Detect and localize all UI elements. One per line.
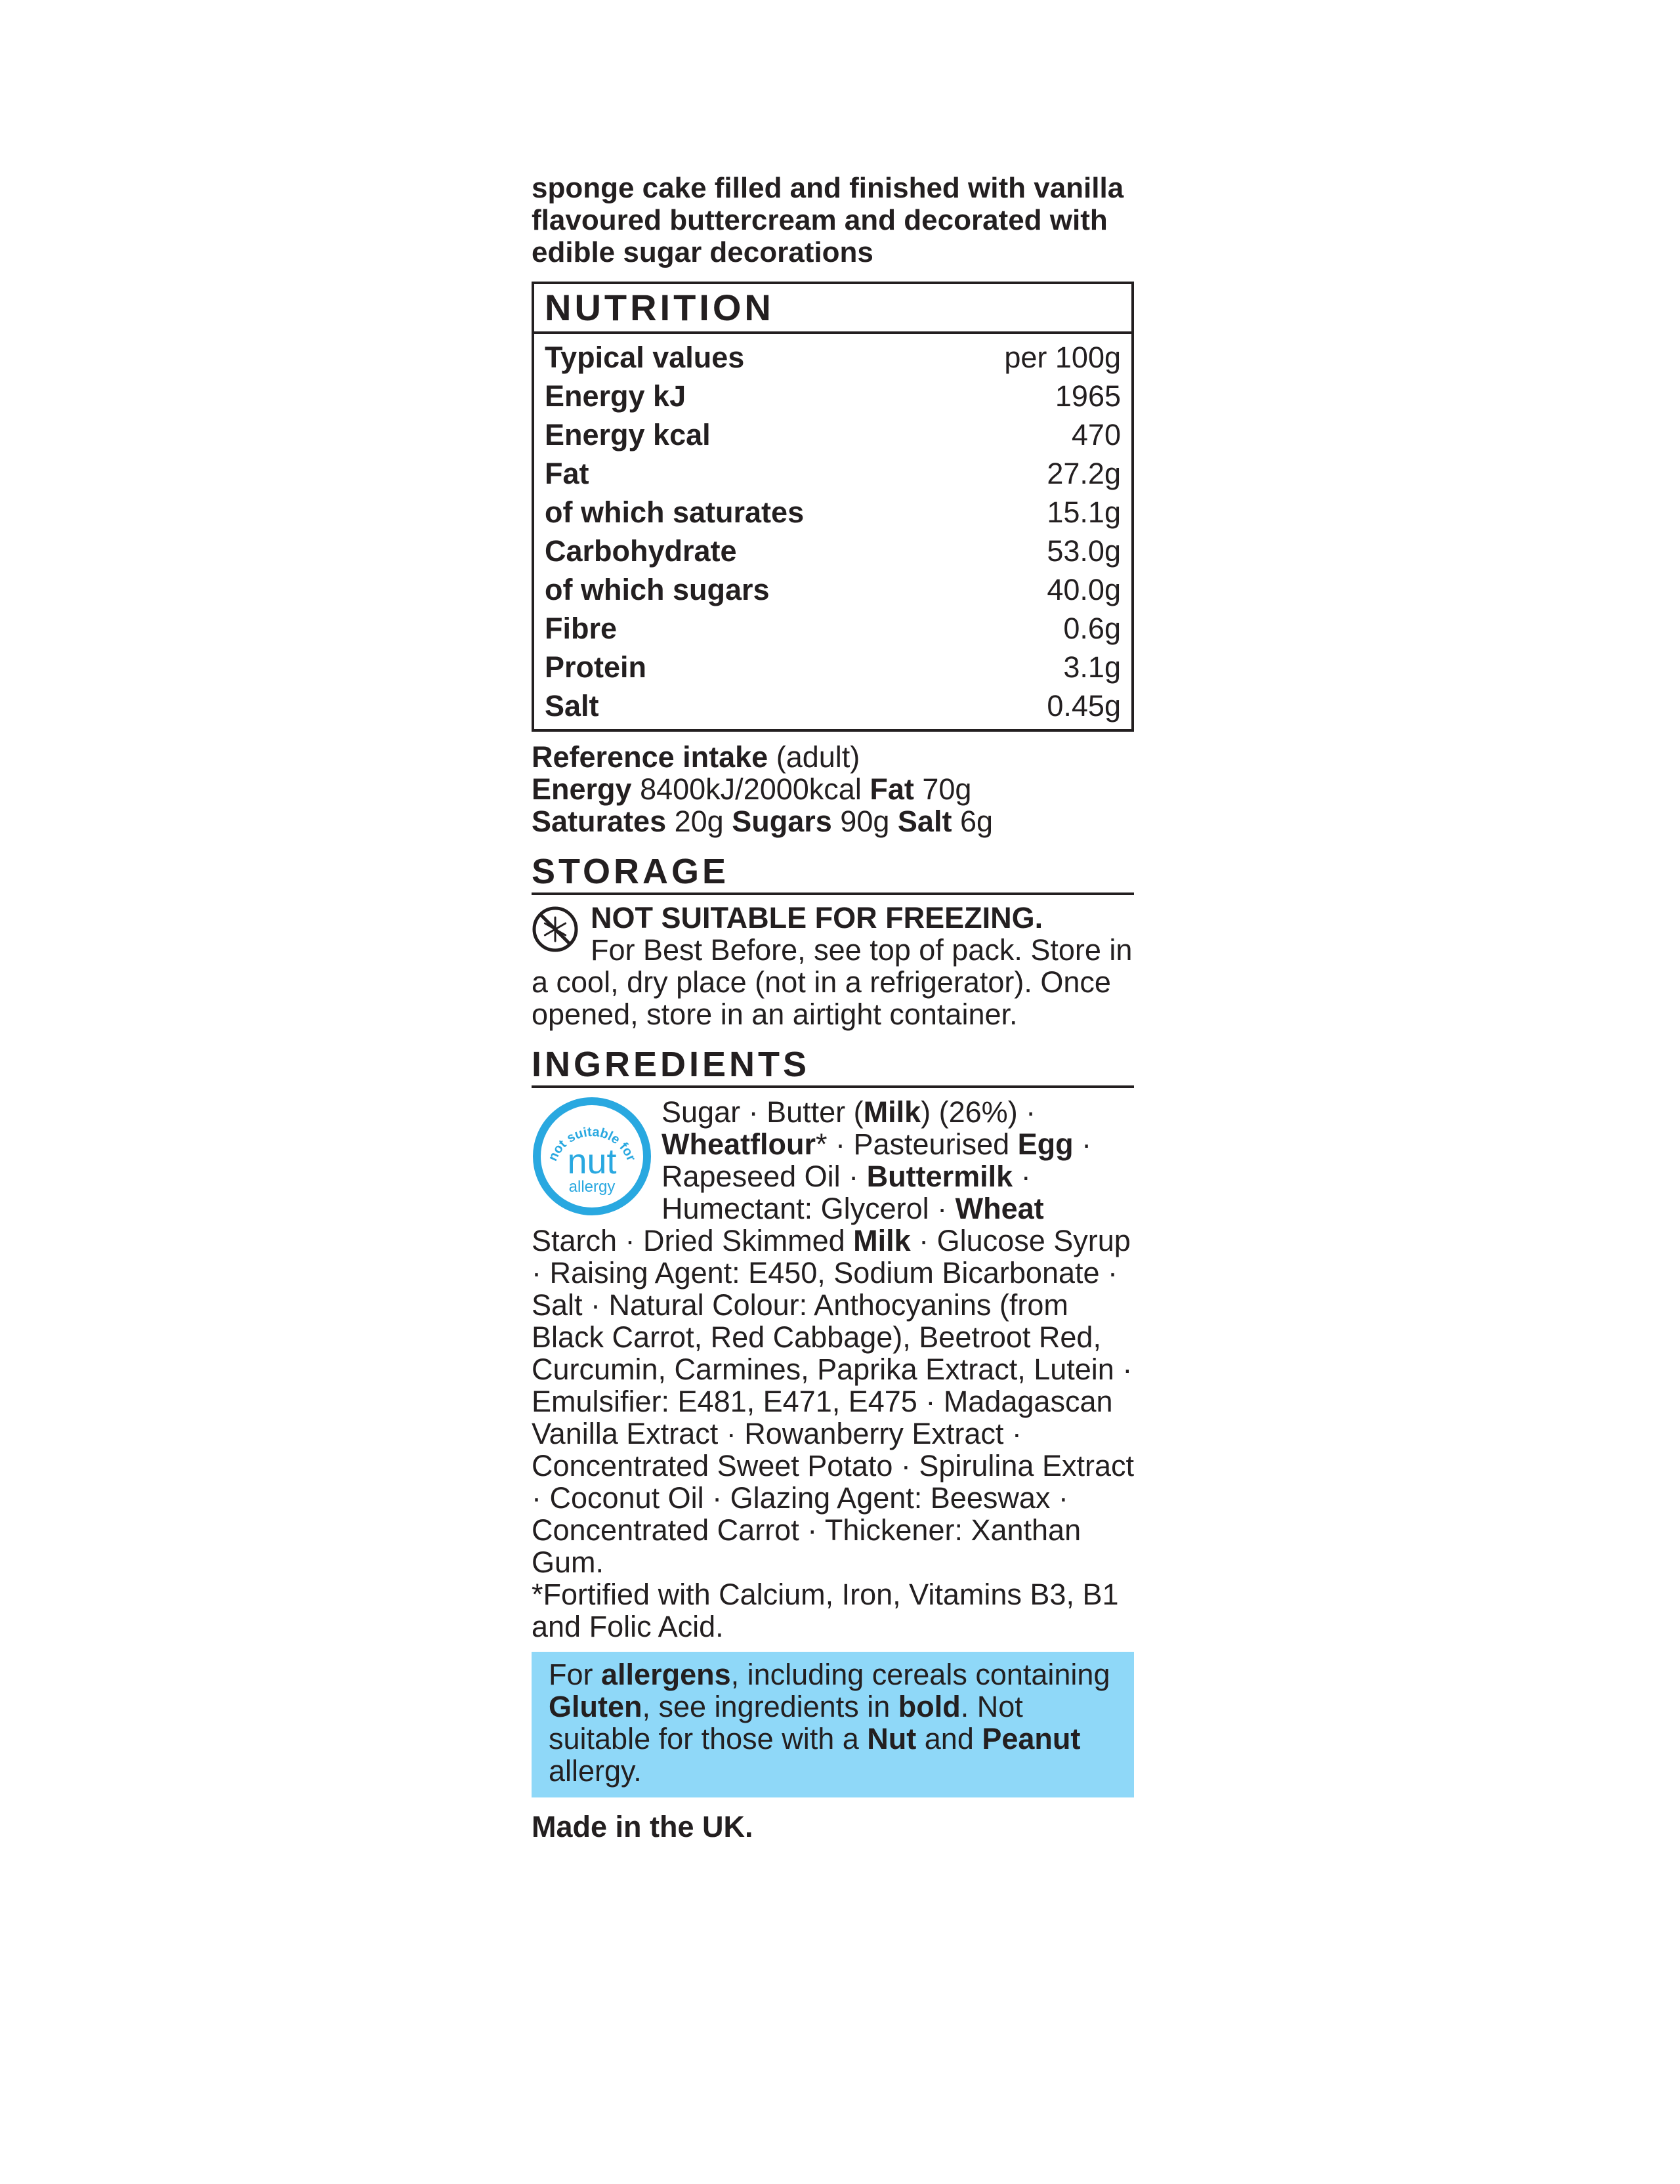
ref-fat-value: 70g: [922, 772, 972, 806]
ingredients-footnote: *Fortified with Calcium, Iron, Vitamins B3, B1 and Folic Acid.: [532, 1578, 1119, 1643]
nutrition-row: [545, 686, 1121, 725]
nutrition-row: [545, 454, 1121, 493]
storage-text: For Best Before, see top of pack. Store in a cool, dry place (not in a refrigerator). Once opened, store in an airtight container.: [532, 933, 1133, 1031]
nutrition-label: Protein: [545, 650, 647, 684]
nutrition-table: [532, 282, 1134, 732]
allergen-text: allergy.: [549, 1754, 642, 1788]
badge-top-text: not suitable for: [545, 1124, 639, 1164]
nutrition-value: 0.45g: [1047, 689, 1121, 723]
allergen-text: , including cereals containing: [730, 1658, 1110, 1691]
reference-qualifier: (adult): [776, 740, 860, 774]
nutrition-value: 40.0g: [1047, 573, 1121, 606]
nutrition-label: Fat: [545, 457, 589, 490]
reference-title: Reference intake: [532, 740, 768, 774]
nutrition-label: Energy kcal: [545, 418, 711, 452]
ref-saturates-value: 20g: [674, 805, 724, 838]
nutrition-value: 53.0g: [1047, 534, 1121, 568]
nutrition-rows: [534, 334, 1131, 729]
nutrition-value: 15.1g: [1047, 495, 1121, 529]
nutrition-value: 3.1g: [1063, 650, 1121, 684]
allergen-text: , see ingredients in: [642, 1690, 898, 1723]
allergen-emphasis: allergens: [601, 1658, 731, 1691]
badge-main-text: nut: [567, 1142, 617, 1181]
allergen-ingredient: Wheat: [955, 1192, 1044, 1225]
product-label: [532, 172, 1134, 1843]
ref-saturates-label: Saturates: [532, 805, 667, 838]
nutrition-value: 0.6g: [1063, 612, 1121, 645]
storage-section: [532, 902, 1134, 1030]
ingredient-text: ) (26%) ·: [921, 1095, 1036, 1129]
allergen-ingredient: Milk: [853, 1224, 911, 1257]
nutrition-label: Carbohydrate: [545, 534, 737, 568]
ref-energy-label: Energy: [532, 772, 632, 806]
badge-bottom-text: allergy: [568, 1178, 616, 1196]
ingredients-section: [532, 1096, 1134, 1643]
ingredient-text: · Glucose Syrup · Raising Agent: E450, Sodium Bicarbonate · Salt · Natural Colour: Anthocyanins (from Black Carrot, Red Cabbage), Beetroot Red, Curcumin, Carmines, Paprika Extract, Lutein · Emulsifier: E481, E471, E475 · Madagascan Vanilla Extract · Rowanberry Extract · Concentrated Sweet Potato · Spirulina Extract · Coconut Oil · Glazing Agent: Beeswax · Concentrated Carrot · Thickener: Xanthan Gum.: [532, 1224, 1134, 1579]
ref-salt-label: Salt: [897, 805, 952, 838]
nut-allergy-badge-icon: [532, 1096, 652, 1217]
allergen-ingredient: Buttermilk: [866, 1160, 1013, 1193]
nutrition-row: [545, 648, 1121, 686]
nutrition-row: [545, 570, 1121, 609]
product-description: sponge cake filled and finished with vanilla flavoured buttercream and decorated with edible sugar decorations: [532, 172, 1124, 268]
country-of-origin: Made in the UK.: [532, 1810, 753, 1843]
nutrition-value: 470: [1071, 418, 1121, 452]
allergen-emphasis: Peanut: [982, 1722, 1081, 1755]
ref-sugars-value: 90g: [840, 805, 890, 838]
nutrition-value: 1965: [1055, 379, 1121, 413]
nutrition-label: Salt: [545, 689, 599, 723]
ingredient-text: · Humectant: Glycerol ·: [662, 1160, 1031, 1225]
no-freeze-icon: [532, 906, 579, 953]
allergen-emphasis: Gluten: [549, 1690, 642, 1723]
ref-fat-label: Fat: [870, 772, 914, 806]
nutrition-row: [545, 377, 1121, 415]
allergen-emphasis: Nut: [867, 1722, 917, 1755]
ingredient-text: · Rapeseed Oil ·: [662, 1127, 1092, 1193]
ref-energy-value: 8400kJ/2000kcal: [640, 772, 862, 806]
allergen-text: . Not suitable for those with a: [549, 1690, 1023, 1755]
nutrition-value: per 100g: [1004, 341, 1121, 374]
nutrition-row: [545, 532, 1121, 570]
allergen-text: and: [916, 1722, 982, 1755]
ref-sugars-label: Sugars: [732, 805, 832, 838]
nutrition-label: of which sugars: [545, 573, 770, 606]
nutrition-row: [545, 493, 1121, 532]
storage-heading: STORAGE: [532, 852, 1134, 895]
nutrition-label: Energy kJ: [545, 379, 686, 413]
nutrition-row: [545, 609, 1121, 648]
ingredient-text: Starch · Dried Skimmed: [532, 1224, 854, 1257]
ref-salt-value: 6g: [959, 805, 994, 838]
ingredients-heading: INGREDIENTS: [532, 1045, 1134, 1088]
ingredient-text: * · Pasteurised: [815, 1127, 1018, 1161]
allergen-emphasis: bold: [898, 1690, 961, 1723]
nutrition-row: [545, 338, 1121, 377]
allergen-ingredient: Milk: [863, 1095, 921, 1129]
nutrition-label: Fibre: [545, 612, 618, 645]
allergen-ingredient: Egg: [1017, 1127, 1074, 1161]
ingredient-text: Sugar · Butter (: [662, 1095, 864, 1129]
allergen-text: For: [549, 1658, 602, 1691]
allergen-advice-box: [532, 1652, 1134, 1797]
nutrition-label: Typical values: [545, 341, 745, 374]
allergen-ingredient: Wheatflour: [662, 1127, 816, 1161]
nutrition-value: 27.2g: [1047, 457, 1121, 490]
nutrition-row: [545, 415, 1121, 454]
reference-intake: [532, 741, 1134, 837]
storage-warning: NOT SUITABLE FOR FREEZING.: [591, 901, 1043, 934]
nutrition-title: NUTRITION: [534, 284, 1131, 334]
nutrition-label: of which saturates: [545, 495, 805, 529]
